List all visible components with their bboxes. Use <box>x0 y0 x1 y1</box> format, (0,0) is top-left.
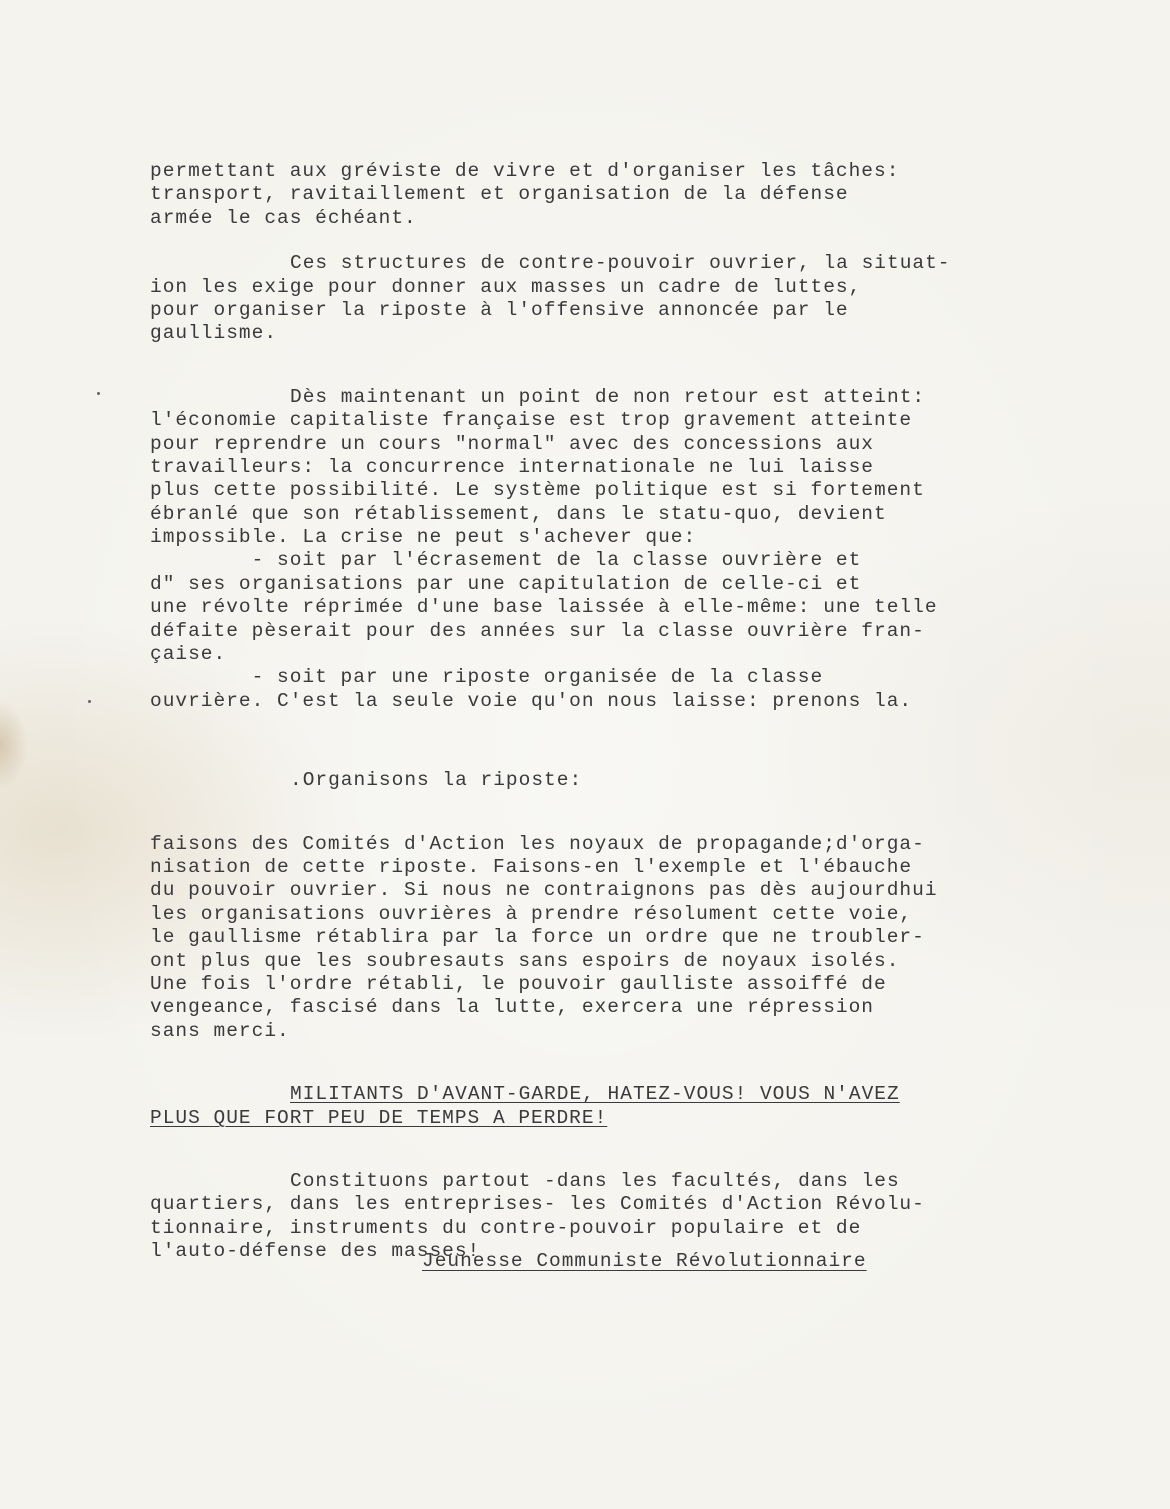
text-line: armée le cas échéant. <box>150 206 417 229</box>
paragraph-gap <box>150 346 1020 386</box>
text-line: tionnaire, instruments du contre-pouvoir populaire et de <box>150 1216 862 1239</box>
text-line: impossible. La crise ne peut s'achever que: <box>150 526 697 549</box>
paragraph-gap <box>150 230 1020 252</box>
signature: Jeunesse Communiste Révolutionnaire <box>422 1250 867 1272</box>
text-line: travailleurs: la concurrence internationale ne lui laisse <box>150 455 875 478</box>
paragraph-4 <box>150 769 1020 792</box>
speck-mark <box>88 700 91 703</box>
callout-line: MILITANTS D'AVANT-GARDE, HATEZ-VOUS! VOUS N'AVEZ <box>290 1083 900 1106</box>
paragraph-6-callout <box>150 1083 1020 1130</box>
text-line: permettant aux gréviste de vivre et d'organiser les tâches: <box>150 160 900 182</box>
text-line: Une fois l'ordre rétabli, le pouvoir gaulliste assoiffé de <box>150 972 887 995</box>
text-line: ion les exige pour donner aux masses un cadre de luttes, <box>150 275 862 298</box>
text-line: du pouvoir ouvrier. Si nous ne contraignons pas dès aujourdhui <box>150 879 938 902</box>
text-line: Dès maintenant un point de non retour est atteint: <box>290 385 926 408</box>
text-line: gaullisme. <box>150 322 278 345</box>
text-line: ont plus que les soubresauts sans espoirs de noyaux isolés. <box>150 949 900 972</box>
text-line: transport, ravitaillement et organisation de la défense <box>150 183 849 206</box>
paragraph-2 <box>150 252 1020 346</box>
document-body <box>150 160 1020 1263</box>
paragraph-gap <box>150 1130 1020 1170</box>
text-line: l'auto-défense des masses! <box>150 1240 481 1263</box>
text-line: çaise. <box>150 643 227 666</box>
paragraph-1 <box>150 160 1020 230</box>
paper-stain <box>0 700 28 790</box>
text-line: faisons des Comités d'Action les noyaux de propagande;d'orga- <box>150 832 925 855</box>
text-line: quartiers, dans les entreprises- les Comités d'Action Révolu- <box>150 1193 925 1216</box>
text-line: Ces structures de contre-pouvoir ouvrier, la situat- <box>290 252 951 275</box>
text-line: vengeance, fascisé dans la lutte, exercera une répression <box>150 996 875 1019</box>
paragraph-5 <box>150 833 1020 1044</box>
text-line: ouvrière. C'est la seule voie qu'on nous laisse: prenons la. <box>150 689 913 712</box>
paragraph-gap <box>150 1043 1020 1083</box>
text-line: les organisations ouvrières à prendre résolument cette voie, <box>150 902 913 925</box>
paragraph-gap <box>150 793 1020 833</box>
text-line: plus cette possibilité. Le système politique est si fortement <box>150 479 925 502</box>
text-line: l'économie capitaliste française est trop gravement atteinte <box>150 409 913 432</box>
paragraph-gap <box>150 713 1020 769</box>
callout-line: PLUS QUE FORT PEU DE TEMPS A PERDRE! <box>150 1106 608 1129</box>
text-line: d" ses organisations par une capitulation de celle-ci et <box>150 572 862 595</box>
text-line: - soit par une riposte organisée de la classe <box>150 666 824 689</box>
text-line: une révolte réprimée d'une base laissée à elle-même: une telle <box>150 596 938 619</box>
text-line: le gaullisme rétablira par la force un ordre que ne troubler- <box>150 926 925 949</box>
text-line: Constituons partout -dans les facultés, dans les <box>290 1169 900 1192</box>
text-line: ébranlé que son rétablissement, dans le statu-quo, devient <box>150 502 887 525</box>
section-heading: .Organisons la riposte: <box>290 769 583 792</box>
text-line: nisation de cette riposte. Faisons-en l'exemple et l'ébauche <box>150 855 913 878</box>
text-line: pour organiser la riposte à l'offensive annoncée par le <box>150 298 849 321</box>
speck-mark <box>97 392 100 395</box>
text-line: pour reprendre un cours "normal" avec des concessions aux <box>150 432 875 455</box>
paragraph-3 <box>150 386 1020 713</box>
text-line: sans merci. <box>150 1019 290 1042</box>
text-line: - soit par l'écrasement de la classe ouvrière et <box>150 549 862 572</box>
text-line: défaite pèserait pour des années sur la classe ouvrière fran- <box>150 619 925 642</box>
